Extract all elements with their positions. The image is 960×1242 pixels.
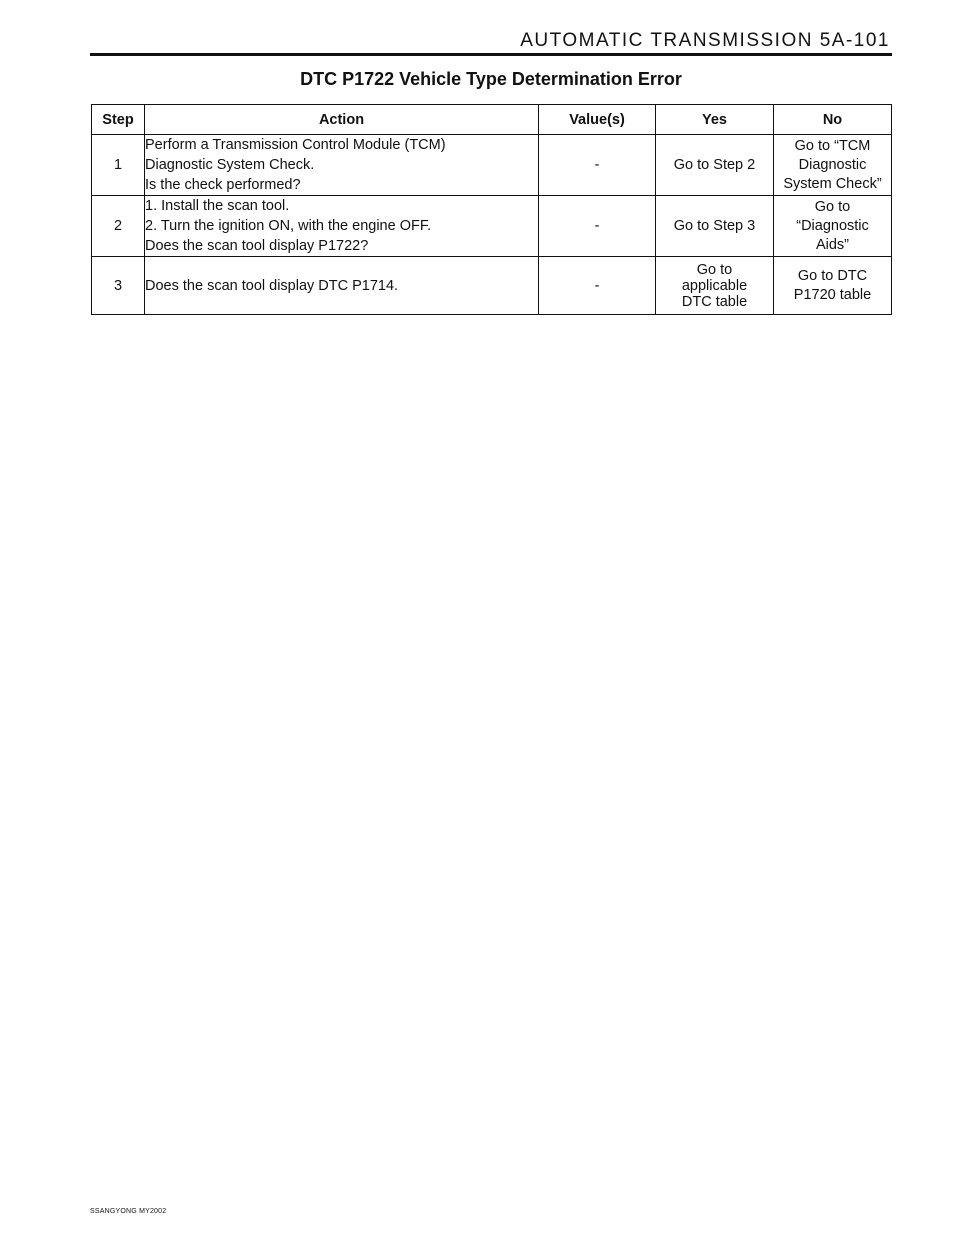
- no-line: Aids”: [815, 236, 850, 253]
- action-line: Does the scan tool display P1722?: [145, 238, 369, 254]
- page-header-title: AUTOMATIC TRANSMISSION 5A-101: [520, 30, 890, 51]
- action-cell: [145, 135, 539, 196]
- column-header-no: No: [774, 105, 892, 135]
- action-line: Perform a Transmission Control Module (TCM): [145, 137, 446, 153]
- step-number: 1: [92, 135, 145, 196]
- document-title: DTC P1722 Vehicle Type Determination Error: [300, 69, 682, 89]
- column-header-values: Value(s): [539, 105, 656, 135]
- no-line: System Check”: [783, 175, 882, 192]
- step-number: 3: [92, 257, 145, 315]
- no-line: “Diagnostic: [796, 217, 869, 234]
- yes-cell: [656, 135, 774, 196]
- column-header-action: Action: [145, 105, 539, 135]
- action-line: Diagnostic System Check.: [145, 157, 315, 173]
- no-cell: [774, 257, 892, 315]
- value-cell: -: [539, 135, 656, 196]
- yes-cell: [656, 196, 774, 257]
- yes-line: Go to Step 3: [673, 218, 756, 234]
- value-cell: -: [539, 196, 656, 257]
- action-cell: [145, 257, 539, 315]
- no-cell: [774, 135, 892, 196]
- value-cell: -: [539, 257, 656, 315]
- no-cell: [774, 196, 892, 257]
- action-cell: [145, 196, 539, 257]
- table-row: [92, 135, 892, 196]
- table-row: [92, 257, 892, 315]
- no-line: Diagnostic: [798, 156, 867, 173]
- yes-line: DTC table: [681, 293, 748, 310]
- action-line: 1. Install the scan tool.: [145, 198, 290, 214]
- table-header-row: [92, 105, 892, 135]
- step-number: 2: [92, 196, 145, 257]
- yes-line: applicable: [681, 277, 748, 294]
- no-line: P1720 table: [793, 286, 872, 303]
- page-footer: SSANGYONG MY2002: [90, 1208, 167, 1215]
- action-line: Does the scan tool display DTC P1714.: [145, 277, 399, 294]
- column-header-yes: Yes: [656, 105, 774, 135]
- diagnostic-table: [91, 104, 892, 315]
- yes-cell: [656, 257, 774, 315]
- column-header-step: Step: [92, 105, 145, 135]
- header-divider: [90, 53, 892, 56]
- no-line: Go to: [814, 198, 851, 215]
- table-row: [92, 196, 892, 257]
- action-line: Is the check performed?: [145, 177, 301, 193]
- no-line: Go to “TCM: [794, 137, 871, 154]
- action-line: 2. Turn the ignition ON, with the engine OFF.: [145, 218, 432, 234]
- yes-line: Go to Step 2: [673, 157, 756, 173]
- no-line: Go to DTC: [797, 267, 868, 284]
- yes-line: Go to: [696, 261, 733, 278]
